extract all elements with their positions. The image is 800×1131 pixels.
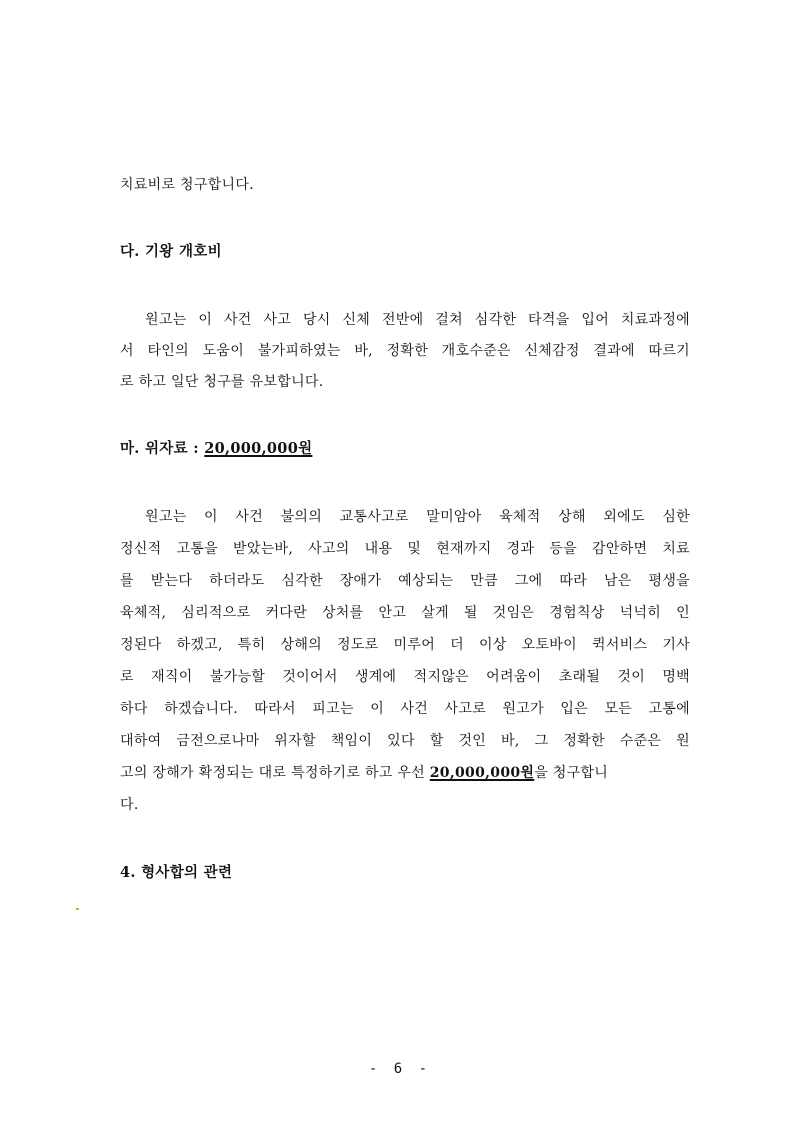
section-heading-consolation — [120, 440, 690, 458]
section-heading-criminal-settlement: 4. 형사합의 관련 — [120, 864, 233, 881]
claimed-amount: 20,000,000원 — [429, 765, 535, 781]
paragraph-consolation-line-9 — [120, 764, 690, 782]
paragraph-consolation-line-10: 다. — [120, 797, 139, 813]
paragraph-consolation-line-7: 하다 하겠습니다. 따라서 피고는 이 사건 사고로 원고가 입은 모든 고통에 — [120, 701, 690, 717]
paragraph-consolation-line-8: 대하여 금전으로나마 위자할 책임이 있다 할 것인 바, 그 정확한 수준은 원 — [120, 733, 690, 749]
paragraph-consolation-line-4: 육체적, 심리적으로 커다란 상처를 안고 살게 될 것임은 경험칙상 넉넉히 인 — [120, 605, 690, 621]
scan-artifact-mark — [76, 908, 79, 910]
paragraph-consolation-line-3: 를 받는다 하더라도 심각한 장애가 예상되는 만큼 그에 따라 남은 평생을 — [120, 573, 690, 589]
paragraph-continuation: 치료비로 청구합니다. — [120, 177, 254, 193]
paragraph-nursing-line-2: 서 타인의 도움이 불가피하였는 바, 정확한 개호수준은 신체감정 결과에 따르기 — [120, 343, 690, 359]
paragraph-nursing-line-3: 로 하고 일단 청구를 유보합니다. — [120, 374, 324, 390]
paragraph-consolation-line-1: 원고는 이 사건 불의의 교통사고로 말미암아 육체적 상해 외에도 심한 — [145, 509, 690, 525]
consolation-heading-label: 마. 위자료 : — [120, 440, 205, 457]
paragraph-consolation-line-5: 정된다 하겠고, 특히 상해의 정도로 미루어 더 이상 오토바이 퀵서비스 기사 — [120, 637, 690, 653]
paragraph-nursing-line-1: 원고는 이 사건 사고 당시 신체 전반에 걸쳐 심각한 타격을 입어 치료과정에 — [145, 312, 690, 328]
section-heading-nursing-expense: 다. 기왕 개호비 — [120, 243, 222, 260]
paragraph-consolation-line-6: 로 재직이 불가능할 것이어서 생계에 적지않은 어려움이 초래될 것이 명백 — [120, 669, 690, 685]
paragraph-consolation-line-2: 정신적 고통을 받았는바, 사고의 내용 및 현재까지 경과 등을 감안하면 치료 — [120, 541, 690, 557]
page-number: - 6 - — [368, 1061, 432, 1077]
line-9-text: 고의 장해가 확정되는 대로 특정하기로 하고 우선 — [120, 765, 430, 781]
line-9-suffix: 을 청구합니 — [534, 765, 609, 781]
consolation-amount: 20,000,000원 — [204, 440, 313, 457]
